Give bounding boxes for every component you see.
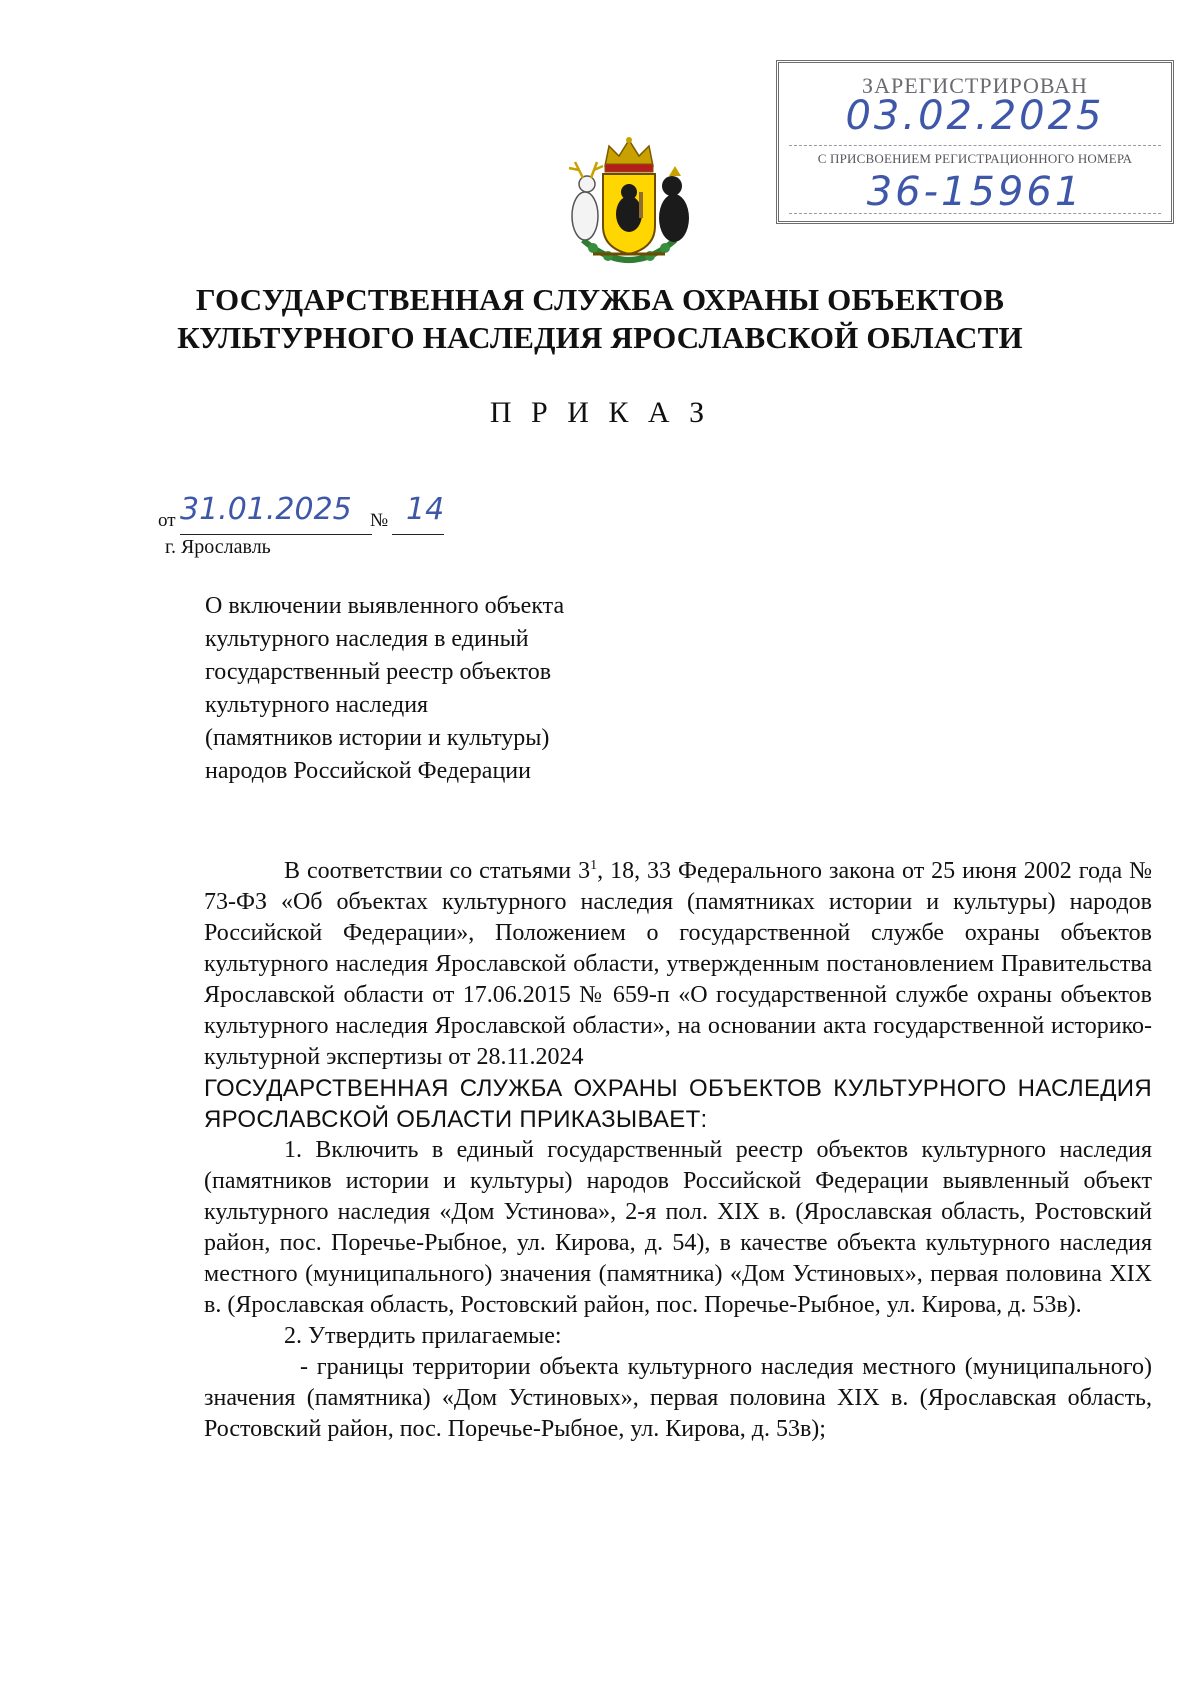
subject-line: культурного наследия в единый bbox=[205, 626, 529, 652]
date-underline bbox=[180, 534, 372, 535]
stamp-divider bbox=[789, 145, 1161, 146]
preamble-paragraph bbox=[204, 856, 1152, 1073]
preamble-superscript: 1 bbox=[590, 858, 598, 873]
subject-line: культурного наследия bbox=[205, 692, 429, 718]
order-body bbox=[204, 856, 1152, 1445]
stamp-divider bbox=[789, 213, 1161, 214]
subject-line: (памятников истории и культуры) bbox=[205, 725, 550, 751]
coat-of-arms-icon bbox=[553, 130, 705, 270]
item-2-paragraph: 2. Утвердить прилагаемые: bbox=[284, 1323, 562, 1349]
order-date: 31.01.2025 bbox=[180, 492, 352, 527]
number-underline bbox=[392, 534, 444, 535]
stamp-title: ЗАРЕГИСТРИРОВАН bbox=[862, 73, 1088, 98]
decree-paragraph: ГОСУДАРСТВЕННАЯ СЛУЖБА ОХРАНЫ ОБЪЕКТОВ КУЛЬТУРНОГО НАСЛЕДИЯ ЯРОСЛАВСКОЙ ОБЛАСТИ ПРИКАЗЫВАЕТ: bbox=[204, 1075, 1152, 1133]
document-type: П Р И К А З bbox=[489, 396, 711, 429]
agency-name-line-1: ГОСУДАРСТВЕННАЯ СЛУЖБА ОХРАНЫ ОБЪЕКТОВ bbox=[195, 282, 1005, 317]
stamp-registration-number: 36-15961 bbox=[866, 169, 1084, 215]
order-city: г. Ярославль bbox=[165, 536, 271, 558]
subject-line: народов Российской Федерации bbox=[205, 758, 531, 784]
preamble-start: В соответствии со статьями 3 bbox=[284, 858, 591, 884]
from-label: от bbox=[158, 510, 176, 531]
order-number: 14 bbox=[406, 492, 445, 527]
stamp-date: 03.02.2025 bbox=[845, 93, 1105, 139]
stamp-subtitle: С ПРИСВОЕНИЕМ РЕГИСТРАЦИОННОГО НОМЕРА bbox=[817, 151, 1133, 166]
subject-line: О включении выявленного объекта bbox=[205, 593, 565, 619]
item-1-paragraph: 1. Включить в единый государственный реестр объектов культурного наследия (памятников истории и культуры) народов Российской Федерации выявленный объект культурного наследия «Дом Устинова», 2-я пол. XIX в. (Ярославская область, Ростовский район, пос. Поречье-Рыбное, ул. Кирова, д. 54), в качестве объекта культурного наследия местного (муниципального) значения (памятника) «Дом Устиновых», первая половина XIX в. (Ярославская область, Ростовский район, пос. Поречье-Рыбное, ул. Кирова, д. 53в). bbox=[204, 1137, 1152, 1318]
agency-name-line-2: КУЛЬТУРНОГО НАСЛЕДИЯ ЯРОСЛАВСКОЙ ОБЛАСТИ bbox=[177, 320, 1023, 355]
registration-stamp bbox=[776, 60, 1174, 224]
item-2-subitem-1: - границы территории объекта культурного наследия местного (муниципального) значения (памятника) «Дом Устиновых», первая половина XIX в. (Ярославская область, Ростовский район, пос. Поречье-Рыбное, ул. Кирова, д. 53в); bbox=[204, 1354, 1152, 1442]
preamble-rest: , 18, 33 Федерального закона от 25 июня 2002 года № 73-ФЗ «Об объектах культурного наследия (памятниках истории и культуры) народов Российской Федерации», Положением о государственной службе охраны объектов культурного наследия Ярославской области, утвержденным постановлением Правительства Ярославской области от 17.06.2015 № 659-п «О государственной службе охраны объектов культурного наследия Ярославской области», на основании акта государственной историко-культурной экспертизы от 28.11.2024 bbox=[204, 858, 1153, 1070]
number-label: № bbox=[370, 510, 389, 531]
order-subject bbox=[205, 590, 665, 788]
subject-line: государственный реестр объектов bbox=[205, 659, 552, 685]
